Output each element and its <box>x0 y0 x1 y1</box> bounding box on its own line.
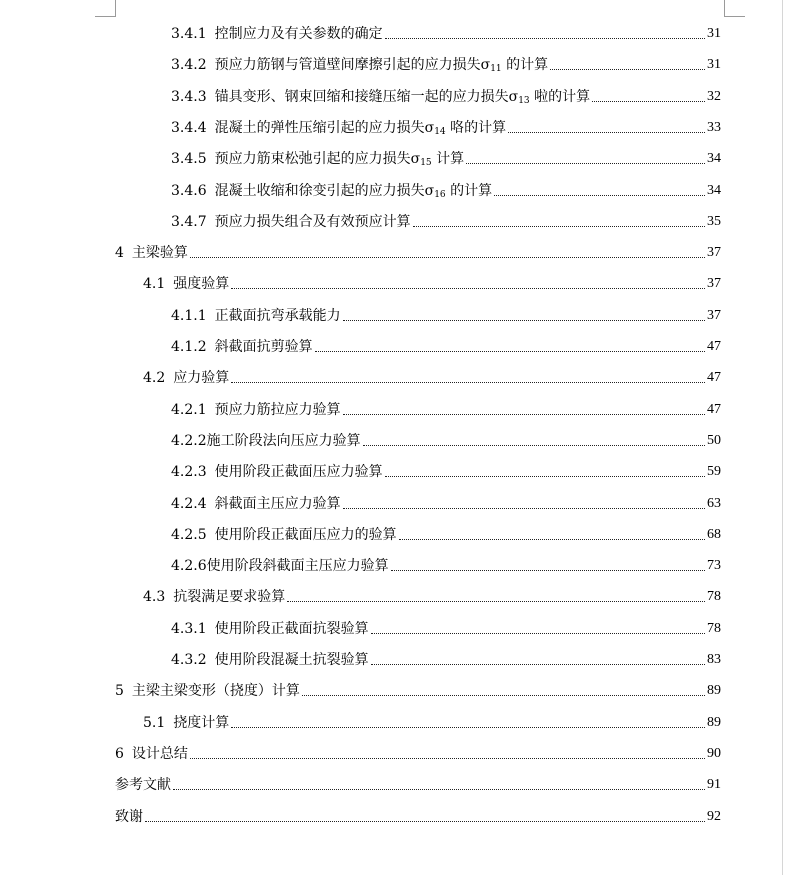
toc-entry[interactable] <box>171 334 721 356</box>
toc-entry-number: 5.1 <box>143 715 166 731</box>
toc-entry-title <box>207 432 361 450</box>
toc-entry-subscript: 15 <box>420 158 432 168</box>
toc-entry-page-number: 59 <box>707 464 721 479</box>
toc-entry-title <box>215 526 397 544</box>
toc-entry[interactable] <box>171 491 721 513</box>
toc-entry-number: 4.3.1 <box>171 621 207 637</box>
toc-entry-title-text: 使用阶段正截面压应力的验算 <box>214 527 397 543</box>
toc-entry-title <box>215 88 590 106</box>
toc-entry-title <box>215 182 492 200</box>
toc-dot-leader <box>190 757 705 759</box>
toc-entry-title <box>173 369 229 387</box>
toc-entry-title-text: 预应力筋钢与管道壁间摩擦引起的应力损失σ <box>214 57 491 73</box>
toc-entry-title-text: 主梁主梁变形（挠度）计算 <box>131 683 300 699</box>
toc-entry-subscript: 16 <box>434 190 446 200</box>
toc-dot-leader <box>371 632 705 634</box>
toc-entry-page-number: 47 <box>707 370 721 385</box>
toc-entry-title <box>115 776 171 794</box>
toc-entry[interactable] <box>115 741 721 763</box>
toc-entry-page-number: 50 <box>707 433 721 448</box>
toc-entry-number: 4.3 <box>143 589 166 605</box>
toc-dot-leader <box>592 100 705 102</box>
toc-entry-number: 3.4.2 <box>171 57 207 73</box>
toc-dot-leader <box>231 726 705 728</box>
toc-entry-title <box>215 307 341 325</box>
toc-dot-leader <box>385 475 705 477</box>
toc-entry-title-text: 抗裂满足要求验算 <box>173 589 286 605</box>
toc-entry[interactable] <box>171 209 721 231</box>
toc-entry-number: 3.4.5 <box>171 151 207 167</box>
toc-entry-title <box>207 557 389 575</box>
toc-entry-title <box>132 745 188 763</box>
toc-dot-leader <box>371 663 705 665</box>
toc-dot-leader <box>287 600 705 602</box>
toc-entry-title <box>215 119 506 137</box>
toc-dot-leader <box>550 68 705 70</box>
toc-entry-page-number: 92 <box>707 809 721 824</box>
toc-entry[interactable] <box>143 271 721 293</box>
toc-entry-page-number: 37 <box>707 276 721 291</box>
toc-entry-page-number: 90 <box>707 746 721 761</box>
toc-entry[interactable] <box>171 303 721 325</box>
toc-dot-leader <box>508 131 705 133</box>
toc-entry-title <box>115 808 143 826</box>
toc-entry-page-number: 31 <box>707 57 721 72</box>
toc-entry-number: 4.1.2 <box>171 339 207 355</box>
toc-dot-leader <box>145 820 705 822</box>
toc-entry[interactable] <box>171 397 721 419</box>
toc-entry-page-number: 73 <box>707 558 721 573</box>
toc-entry-title-text: 混凝土的弹性压缩引起的应力损失σ <box>214 120 435 136</box>
toc-dot-leader <box>231 381 705 383</box>
toc-entry-page-number: 37 <box>707 245 721 260</box>
toc-entry[interactable] <box>143 710 721 732</box>
toc-entry-title <box>215 338 313 356</box>
toc-entry[interactable] <box>171 428 721 450</box>
toc-entry-number: 4.3.2 <box>171 652 207 668</box>
toc-entry-title <box>215 150 464 168</box>
toc-entry-title <box>132 244 188 262</box>
toc-entry-number: 4.1.1 <box>171 308 207 324</box>
toc-entry-title-text: 混凝土收缩和徐变引起的应力损失σ <box>214 183 435 199</box>
toc-entry-title <box>173 588 285 606</box>
toc-entry-page-number: 91 <box>707 777 721 792</box>
toc-entry-title-suffix: 的计算 <box>501 57 549 73</box>
toc-entry[interactable] <box>115 678 721 700</box>
toc-entry-number: 5 <box>115 683 124 699</box>
toc-entry-title-text: 使用阶段斜截面主压应力验算 <box>206 558 389 574</box>
toc-entry-title-text: 挠度计算 <box>173 715 230 731</box>
toc-entry-title-suffix: 计算 <box>431 151 465 167</box>
toc-dot-leader <box>343 507 705 509</box>
toc-entry-page-number: 63 <box>707 496 721 511</box>
toc-entry-title-text: 使用阶段混凝土抗裂验算 <box>214 652 369 668</box>
toc-entry[interactable] <box>171 21 721 43</box>
toc-dot-leader <box>302 694 705 696</box>
toc-entry-title-text: 施工阶段法向压应力验算 <box>206 433 361 449</box>
toc-entry-number: 6 <box>115 746 124 762</box>
toc-entry-page-number: 37 <box>707 308 721 323</box>
toc-entry[interactable] <box>171 146 721 168</box>
toc-entry-page-number: 47 <box>707 402 721 417</box>
toc-entry-number: 4.2.2 <box>171 433 207 449</box>
toc-entry-title-text: 应力验算 <box>173 370 230 386</box>
toc-entry-title-text: 预应力筋束松弛引起的应力损失σ <box>214 151 421 167</box>
toc-entry-page-number: 78 <box>707 621 721 636</box>
toc-dot-leader <box>315 350 705 352</box>
toc-entry-title-text: 正截面抗弯承载能力 <box>214 308 341 324</box>
toc-entry[interactable] <box>115 804 721 826</box>
toc-dot-leader <box>173 788 705 790</box>
toc-entry-title <box>173 714 229 732</box>
toc-entry-title-suffix: 啦的计算 <box>529 89 591 105</box>
toc-entry-number: 4.2.6 <box>171 558 207 574</box>
toc-entry[interactable] <box>171 115 721 137</box>
toc-entry-page-number: 31 <box>707 26 721 41</box>
toc-entry-title-text: 锚具变形、钢束回缩和接缝压缩一起的应力损失σ <box>214 89 519 105</box>
toc-entry-subscript: 11 <box>490 64 502 74</box>
toc-entry-title <box>215 495 341 513</box>
toc-entry-page-number: 33 <box>707 120 721 135</box>
toc-entry-title <box>132 682 300 700</box>
toc-entry-number: 4 <box>115 245 124 261</box>
toc-entry-title-text: 斜截面抗剪验算 <box>214 339 313 355</box>
toc-entry[interactable] <box>171 616 721 638</box>
toc-entry-title-text: 致谢 <box>115 809 143 825</box>
toc-entry[interactable] <box>115 772 721 794</box>
toc-entry-title <box>215 401 341 419</box>
toc-entry-page-number: 68 <box>707 527 721 542</box>
toc-entry-title-text: 设计总结 <box>131 746 188 762</box>
toc-entry-page-number: 89 <box>707 715 721 730</box>
toc-entry-title-text: 主梁验算 <box>131 245 188 261</box>
toc-entry-title <box>215 213 411 231</box>
toc-entry-number: 4.2.3 <box>171 464 207 480</box>
toc-entry-page-number: 78 <box>707 589 721 604</box>
toc-entry[interactable] <box>143 584 721 606</box>
toc-entry-title <box>215 651 369 669</box>
toc-entry-title-text: 斜截面主压应力验算 <box>214 496 341 512</box>
toc-dot-leader <box>466 162 705 164</box>
toc-dot-leader <box>385 37 705 39</box>
toc-entry-title <box>215 620 369 638</box>
toc-entry[interactable] <box>115 240 721 262</box>
toc-entry[interactable] <box>143 365 721 387</box>
toc-entry-page-number: 34 <box>707 151 721 166</box>
toc-entry-page-number: 32 <box>707 89 721 104</box>
toc-entry-number: 4.2.1 <box>171 402 207 418</box>
toc-dot-leader <box>343 319 705 321</box>
toc-dot-leader <box>399 538 705 540</box>
toc-entry-subscript: 14 <box>434 127 446 137</box>
toc-entry-title <box>173 275 229 293</box>
toc-entry-title-text: 使用阶段正截面抗裂验算 <box>214 621 369 637</box>
toc-entry-page-number: 35 <box>707 214 721 229</box>
toc-entry-number: 4.2.4 <box>171 496 207 512</box>
toc-entry-number: 3.4.4 <box>171 120 207 136</box>
toc-entry-page-number: 34 <box>707 183 721 198</box>
toc-dot-leader <box>413 225 705 227</box>
toc-dot-leader <box>391 569 705 571</box>
toc-entry[interactable] <box>171 553 721 575</box>
toc-entry-page-number: 83 <box>707 652 721 667</box>
toc-dot-leader <box>363 444 705 446</box>
toc-entry-title-suffix: 咯的计算 <box>445 120 507 136</box>
toc-entry[interactable] <box>171 178 721 200</box>
toc-entry-title-text: 预应力筋拉应力验算 <box>214 402 341 418</box>
toc-entry[interactable] <box>171 647 721 669</box>
toc-entry-title-suffix: 的计算 <box>445 183 493 199</box>
toc-entry-title-text: 控制应力及有关参数的确定 <box>214 26 383 42</box>
toc-entry[interactable] <box>171 459 721 481</box>
toc-entry-page-number: 89 <box>707 683 721 698</box>
toc-entry-number: 3.4.3 <box>171 89 207 105</box>
toc-dot-leader <box>190 256 705 258</box>
toc-entry-page-number: 47 <box>707 339 721 354</box>
toc-entry-title-text: 预应力损失组合及有效预应计算 <box>214 214 411 230</box>
toc-entry[interactable] <box>171 84 721 106</box>
toc-entry-title <box>215 56 548 74</box>
toc-entry[interactable] <box>171 522 721 544</box>
toc-dot-leader <box>343 413 705 415</box>
toc-entry-title-text: 参考文献 <box>115 777 171 793</box>
toc-dot-leader <box>494 194 705 196</box>
toc-entry-number: 4.2 <box>143 370 166 386</box>
toc-entry-subscript: 13 <box>518 96 530 106</box>
toc-entry-number: 3.4.6 <box>171 183 207 199</box>
toc-entry-number: 3.4.1 <box>171 26 207 42</box>
toc-entry-title <box>215 25 383 43</box>
toc-entry-number: 4.1 <box>143 276 166 292</box>
toc-entry-number: 3.4.7 <box>171 214 207 230</box>
toc-entry-number: 4.2.5 <box>171 527 207 543</box>
toc-entry[interactable] <box>171 52 721 74</box>
toc-dot-leader <box>231 287 705 289</box>
toc-entry-title-text: 强度验算 <box>173 276 230 292</box>
toc-entry-title-text: 使用阶段正截面压应力验算 <box>214 464 383 480</box>
toc-entry-title <box>215 463 383 481</box>
